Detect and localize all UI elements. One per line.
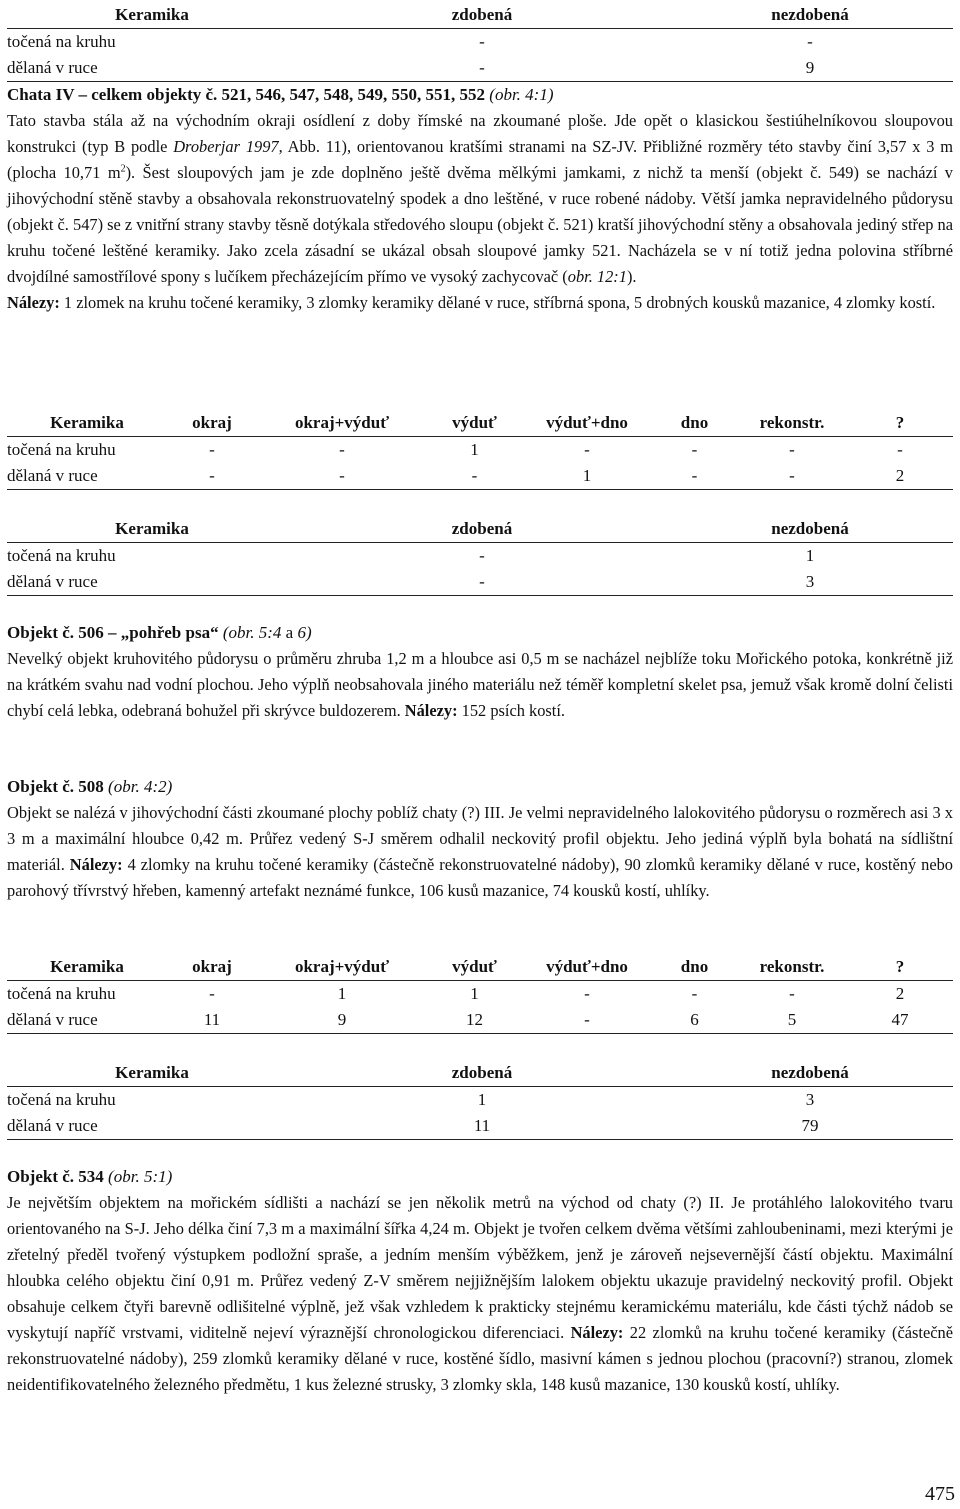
table-cell: točená na kruhu (7, 440, 116, 459)
table-header-cell: okraj (167, 410, 257, 437)
section-paragraph: Tato stavba stála až na východním okraji osídlení z doby římské na zkoumané ploše. Jde opět o klasickou šestiúhelníkovou sloupovou konstrukci (typ B podle Droberjar 1997, Abb. 11), orientovanou kratšími stranami na SZ-JV. Přibližné rozměry této stavby činí 3,57 x 3 m (plocha 10,71 $m^2$). Šest sloupových jam je zde doplněno ještě dvěma mělkými jamkami, z nichž ta menší (objekt č. 549) se nachází v jihovýchodní stěně stavby a obsahovala rekonstruovatelný spodek a dno leštěné, v ruce robené nádoby. Větší jamka nepravidelného půdorysu (objekt č. 547) se z vnitřní strany stavby těsně dotýkala středového sloupu (objekt č. 521) kratší jihovýchodní stěny a obsahovala jediný střep na kruhu točené leštěné keramiky. Jako zcela zásadní se ukázal obsah sloupové jamky 521. Nacházela se v ní totiž jedna polovina stříbrné dvojdílné samostřílové spony s lučíkem přecházejícím přímo ve vysoký zachycovač (obr. 12:1). Nálezy: 1 zlomek na kruhu točené keramiky, 3 zlomky keramiky dělané v ruce, stříbrná spona, 5 drobných kousků mazanice, 4 zlomky kostí. (7, 111, 953, 312)
section-heading: Chata IV – celkem objekty č. 521, 546, 547, 548, 549, 550, 551, 552 (obr. 4:1) (7, 85, 554, 104)
table-cell: 6 (652, 1007, 737, 1034)
section-heading: Objekt č. 506 – „pohřeb psa“ (obr. 5:4 a 6) (7, 623, 312, 642)
table-ceramics-4 (7, 954, 953, 1034)
table-cell: 11 (297, 1113, 667, 1140)
section-paragraph: Objekt se nalézá v jihovýchodní části zkoumané plochy poblíž chaty (?) III. Je velmi nepravidelného lalokovitého půdorysu o rozměrech asi 3 x 3 m a maximální hloubce 0,42 m. Průřez vedený S-J směrem odhalil neckovitý profil objektu. Jeho jediná výplň byla bohatá na sídlištní materiál. Nálezy: 4 zlomky na kruhu točené keramiky (částečně rekonstruovatelné nádoby), 90 zlomků keramiky dělané v ruce, kostěný nebo parohový třívrstvý hřeben, kamenný artefakt neznámé funkce, 106 kusů mazanice, 74 kousků kostí, uhlíky. (7, 803, 954, 900)
table-cell: - (479, 546, 485, 565)
table-cell: dělaná v ruce (7, 569, 297, 596)
table-row (7, 981, 953, 1008)
table-header-cell: nezdobená (667, 516, 953, 543)
table-row (7, 55, 953, 82)
section-heading: Objekt č. 508 (obr. 4:2) (7, 777, 173, 796)
table-header-cell: výduť+dno (522, 954, 652, 981)
section-objekt-534 (7, 1164, 953, 1398)
table-cell: 1 (337, 984, 347, 1003)
table-header-cell: okraj (167, 954, 257, 981)
table-header-cell: nezdobená (667, 1060, 953, 1087)
table-cell: 9 (667, 55, 953, 82)
table-row (7, 463, 953, 490)
table-cell: - (584, 984, 590, 1003)
table-row (7, 543, 953, 570)
table-header-cell: rekonstr. (737, 410, 847, 437)
table-cell: 12 (427, 1007, 522, 1034)
table-cell: - (209, 984, 215, 1003)
table-header-cell: Keramika (7, 954, 167, 981)
table-cell: dělaná v ruce (7, 1113, 297, 1140)
section-objekt-506 (7, 620, 953, 724)
table-header-cell: výduť+dno (522, 410, 652, 437)
table-header-cell: nezdobená (667, 2, 953, 29)
table-header-cell: dno (652, 410, 737, 437)
table-cell: - (479, 32, 485, 51)
table-cell: 1 (470, 984, 479, 1003)
table-header-cell: zdobená (297, 516, 667, 543)
table-cell: - (807, 32, 813, 51)
table-cell: - (737, 463, 847, 490)
table-cell: 9 (257, 1007, 427, 1034)
table-cell: - (209, 440, 215, 459)
table-cell: - (297, 569, 667, 596)
table-row (7, 437, 953, 464)
table-cell: točená na kruhu (7, 1090, 116, 1109)
table-cell: 2 (895, 984, 905, 1003)
table-row (7, 29, 953, 56)
table-cell: 1 (477, 1090, 487, 1109)
table-cell: - (522, 1007, 652, 1034)
section-paragraph: Je největším objektem na mořickém sídlišti a nachází se jen několik metrů na východ od chaty (?) II. Je protáhlého lalokovitého tvaru orientovaného na S-J. Jeho délka činí 7,3 m a maximální šířka 4,24 m. Objekt je tvořen celkem dvěma většími zahloubeninami, mezi kterými je zřetelný předěl tvořený výstupkem podložní spraše, a jedním menším výběžkem, jenž je zároveň nejsevernější částí objektu. Maximální hloubka celého objektu činí 0,91 m. Průřez vedený Z-V směrem nejjižnějším lalokem objektu ukazuje pravidelný neckovitý profil. Objekt obsahuje celkem čtyři barevně odlišitelné výplně, jež však vzhledem k prakticky stejnému keramickému materiálu, kde části týchž nádob se vyskytují napříč vrstvami, viditelně nejeví výraznější chronologickou diferenciaci. Nálezy: 22 zlomků na kruhu točené keramiky (částečně rekonstruovatelné nádoby), 259 zlomků keramiky dělané v ruce, kostěné šídlo, masivní kámen s jednou plochou (pracovní?) stranou, zlomek neidentifikovatelného železného předmětu, 1 kus železné strusky, 3 zlomky skla, 148 kusů mazanice, 130 kousků kostí, uhlíky. (7, 1193, 953, 1394)
section-chata-iv (7, 82, 953, 316)
table-cell: točená na kruhu (7, 984, 116, 1003)
table-cell: 3 (667, 569, 953, 596)
table-header-cell: rekonstr. (737, 954, 847, 981)
table-header-cell: výduť (427, 954, 522, 981)
table-cell: 1 (470, 440, 479, 459)
table-cell: 79 (667, 1113, 953, 1140)
table-ceramics-3 (7, 516, 953, 596)
table-header-cell: Keramika (7, 2, 297, 29)
table-cell: - (691, 984, 698, 1003)
table-cell: - (789, 984, 795, 1003)
table-cell: 1 (522, 463, 652, 490)
table-cell: točená na kruhu (7, 546, 116, 565)
table-header-cell: ? (847, 410, 953, 437)
table-cell: - (297, 55, 667, 82)
table-cell: - (339, 440, 345, 459)
table-header-cell: okraj+výduť (257, 410, 427, 437)
section-objekt-508 (7, 774, 953, 904)
table-cell: 11 (167, 1007, 257, 1034)
table-cell: 1 (805, 546, 815, 565)
table-cell: 3 (805, 1090, 815, 1109)
table-ceramics-2 (7, 410, 953, 490)
table-cell: - (789, 440, 795, 459)
table-cell: dělaná v ruce (7, 463, 167, 490)
table-header-cell: Keramika (7, 1060, 297, 1087)
table-header-cell: Keramika (7, 410, 167, 437)
table-row (7, 569, 953, 596)
table-header-cell: okraj+výduť (257, 954, 427, 981)
table-row (7, 1007, 953, 1034)
table-header-cell: zdobená (297, 1060, 667, 1087)
table-header-cell: Keramika (7, 516, 297, 543)
table-cell: dělaná v ruce (7, 55, 297, 82)
table-ceramics-5 (7, 1060, 953, 1140)
table-cell: 5 (737, 1007, 847, 1034)
table-cell: točená na kruhu (7, 32, 116, 51)
section-paragraph: Nevelký objekt kruhovitého půdorysu o průměru zhruba 1,2 m a hloubce asi 0,5 m se nacházel nejblíže toku Mořického potoka, konkrétně již na krátkém svahu nad vodní plochou. Jeho výplň neobsahovala jiného materiálu než téměř kompletní skelet psa, jemuž však kromě dolní čelisti chybí celá lebka, odebraná bohužel při skrývce buldozerem. Nálezy: 152 psích kostí. (7, 649, 953, 720)
table-header-cell: ? (847, 954, 953, 981)
table-cell: - (652, 463, 737, 490)
section-heading: Objekt č. 534 (obr. 5:1) (7, 1167, 173, 1186)
table-header-cell: zdobená (297, 2, 667, 29)
table-cell: 2 (847, 463, 953, 490)
table-cell: - (691, 440, 698, 459)
table-header-cell: výduť (427, 410, 522, 437)
table-cell: - (427, 463, 522, 490)
table-cell: - (584, 440, 590, 459)
table-row (7, 1087, 953, 1114)
table-row (7, 1113, 953, 1140)
table-ceramics-1 (7, 2, 953, 82)
table-cell: - (167, 463, 257, 490)
table-cell: 47 (847, 1007, 953, 1034)
table-cell: - (257, 463, 427, 490)
table-header-cell: dno (652, 954, 737, 981)
page-number: 475 (925, 1483, 955, 1505)
table-cell: - (897, 440, 903, 459)
table-cell: dělaná v ruce (7, 1007, 167, 1034)
